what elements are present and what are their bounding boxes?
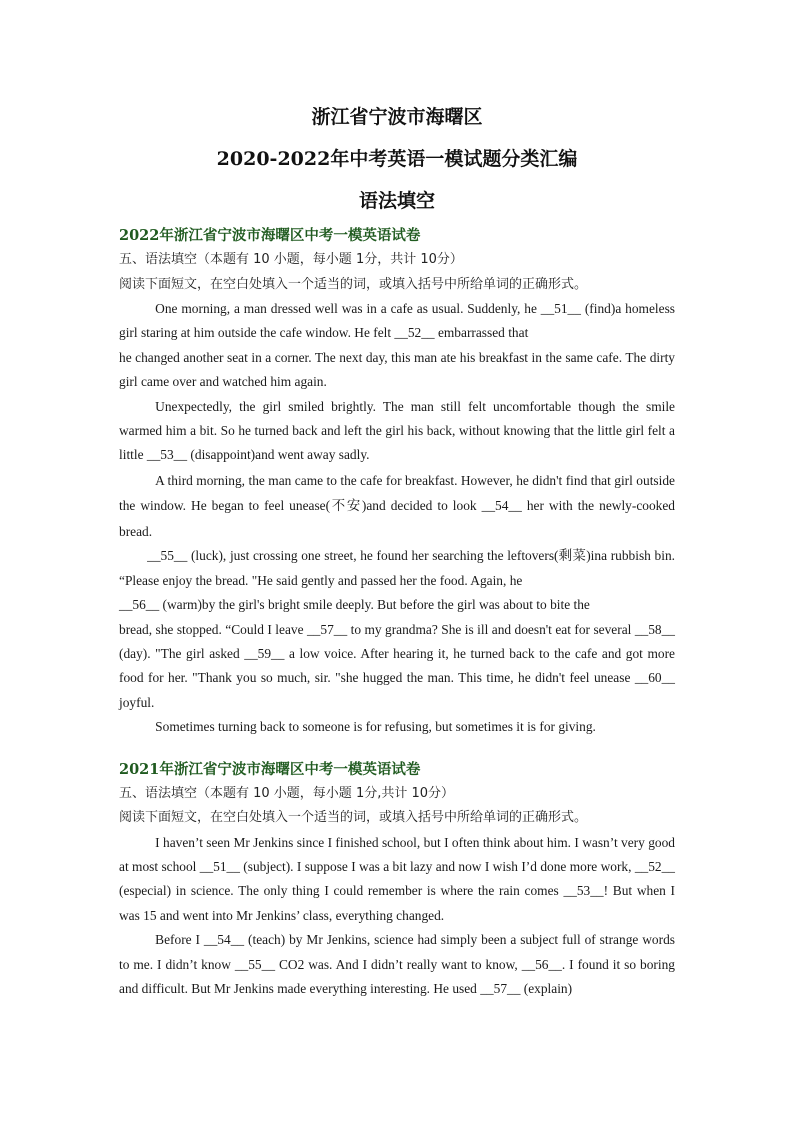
section-heading: 2022年浙江省宁波市海曙区中考一模英语试卷 [119, 227, 421, 244]
paragraph: Unexpectedly, the girl smiled brightly. The man still felt uncomfortable though the smile warmed him a bit. So he turned back and left the girl his back, without knowing that the little girl felt a little __53__ (disappoint)and went away sadly. [119, 398, 675, 463]
paragraph: __55__ (luck), just crossing one street, he found her searching the leftovers(剩菜)ina rubbish bin. “Please enjoy the bread. "He said gently and passed her the food. Again, he [119, 548, 675, 588]
section-instruction: 五、语法填空（本题有 10 小题，每小题 1分,共计 10分） [119, 785, 455, 801]
document-page [119, 96, 675, 1001]
paragraph: bread, she stopped. “Could I leave __57__ to my grandma? She is ill and doesn't eat for several __58__ (day). "The girl asked __59__ a low voice. After hearing it, he turned back to the cafe and got more food for her. "Thank you so much, sir. "she hugged the man. This time, he didn't feel unease __60__ joyful. [119, 621, 675, 710]
paragraph: One morning, a man dressed well was in a cafe as usual. Suddenly, he __51__ (find)a homeless girl staring at him outside the cafe window. He felt __52__ embarrassed that [119, 301, 675, 341]
section-instruction: 五、语法填空（本题有 10 小题，每小题 1分，共计 10分） [119, 252, 463, 267]
paragraph: Before I __54__ (teach) by Mr Jenkins, science had simply been a subject full of strange words to me. I didn’t know __55__ CO2 was. And I didn’t really want to know, __56__. I found it so boring and difficult. But Mr Jenkins made everything interesting. He used __57__ (explain) [119, 932, 675, 997]
document-title-line-1: 浙江省宁波市海曙区 [311, 106, 483, 128]
section-2021 [119, 758, 675, 1002]
document-title-line-3: 语法填空 [358, 190, 435, 212]
section-directions: 阅读下面短文，在空白处填入一个适当的词，或填入括号中所给单词的正确形式。 [119, 276, 588, 292]
paragraph: A third morning, the man came to the cafe for breakfast. However, he didn't find that girl outside the window. He began to feel unease(不安)and decided to look __54__ her with the newly-cooked bread. [119, 472, 675, 539]
section-heading: 2021年浙江省宁波市海曙区中考一模英语试卷 [119, 760, 421, 778]
section-directions: 阅读下面短文，在空白处填入一个适当的词，或填入括号中所给单词的正确形式。 [119, 810, 588, 826]
paragraph: __56__ (warm)by the girl's bright smile deeply. But before the girl was about to bite the [119, 597, 590, 613]
section-spacer [119, 740, 675, 758]
paragraph: I haven’t seen Mr Jenkins since I finished school, but I often think about him. I wasn’t very good at most school __51__ (subject). I suppose I was a bit lazy and now I wish I’d done more work, __52__ (especial) in science. The only thing I could remember is where the rain comes __53__! But when I was 15 and went into Mr Jenkins’ class, everything changed. [119, 834, 675, 923]
document-title-line-2: 2020-2022年中考英语一模试题分类汇编 [216, 148, 578, 170]
section-2022 [119, 224, 675, 740]
paragraph: Sometimes turning back to someone is for refusing, but sometimes it is for giving. [155, 719, 596, 735]
paragraph: he changed another seat in a corner. The next day, this man ate his breakfast in the same cafe. The dirty girl came over and watched him again. [119, 349, 675, 390]
